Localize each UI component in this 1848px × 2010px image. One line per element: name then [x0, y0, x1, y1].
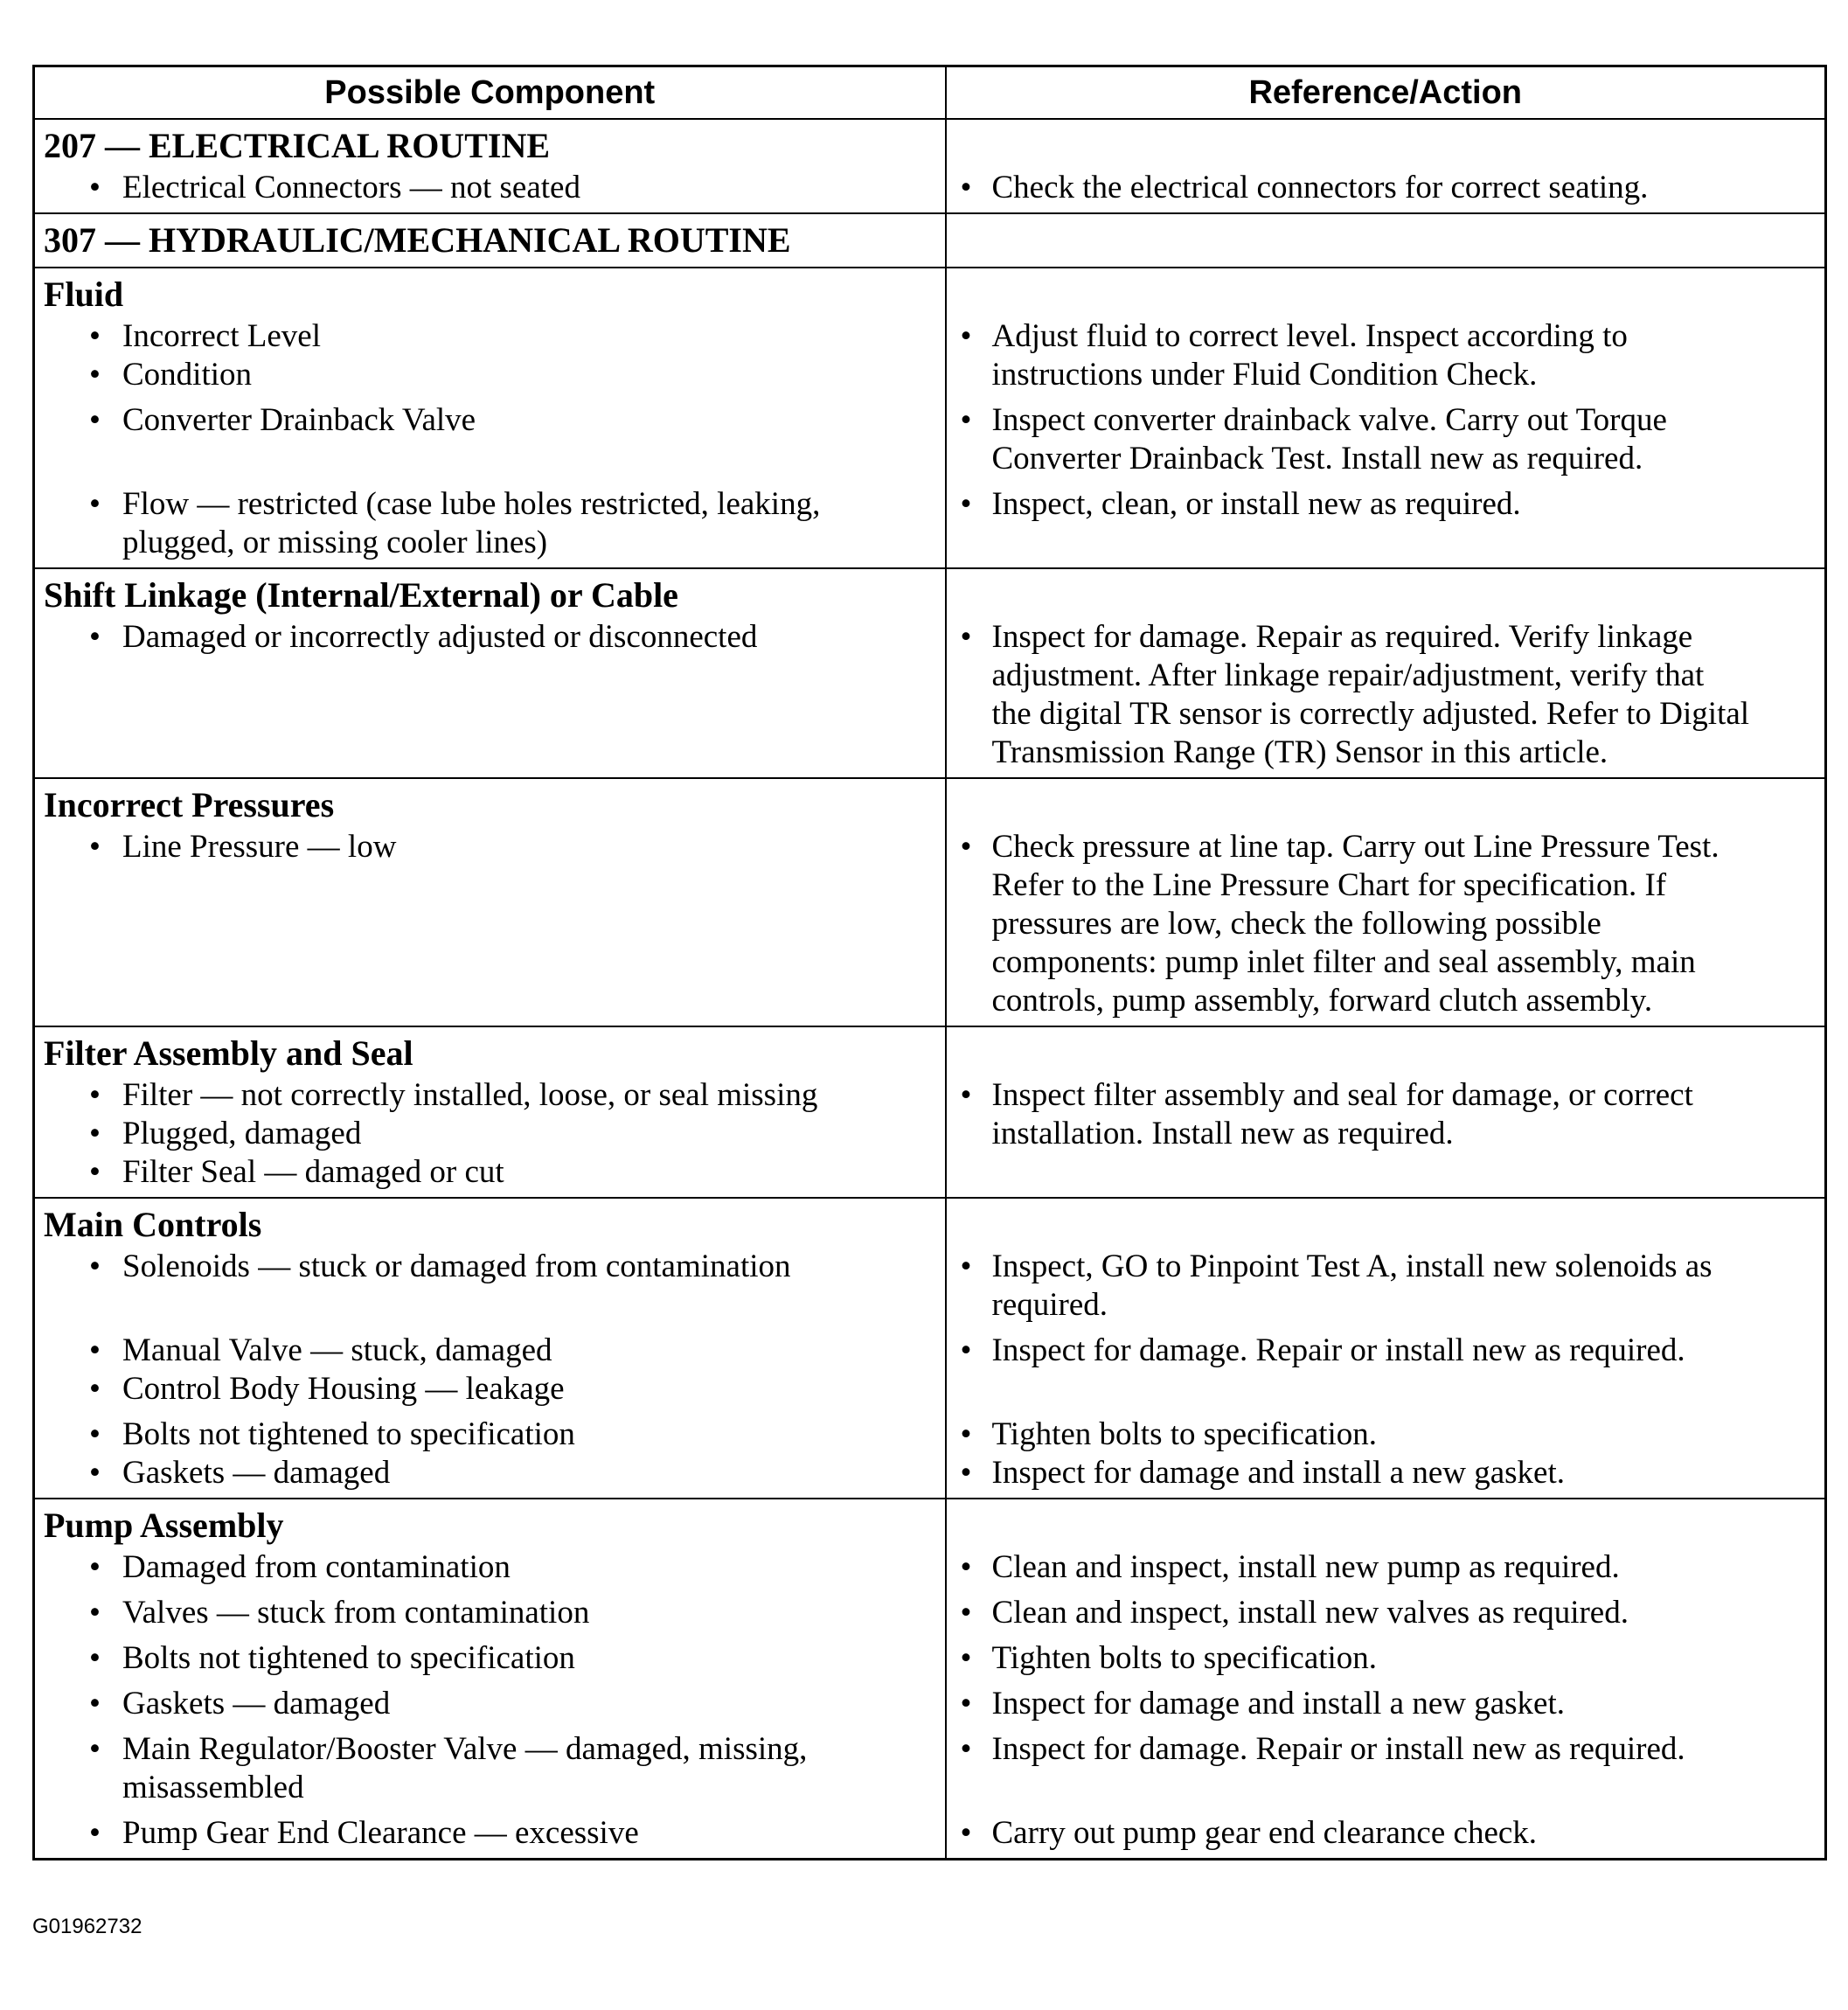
component-cell [34, 1026, 946, 1198]
table-row [34, 213, 1826, 268]
list-item: • Carry out pump gear end clearance check. [960, 1815, 1538, 1851]
list-item: • Check the electrical connectors for correct seating. [960, 170, 1649, 205]
list-item: • Inspect filter assembly and seal for damage, or correct installation. Install new as required. [960, 1077, 1693, 1151]
list-item: • Manual Valve — stuck, damaged [89, 1332, 552, 1368]
section-title: Fluid [44, 275, 124, 314]
list-item: • Incorrect Level [89, 318, 321, 354]
table-row [34, 268, 1826, 568]
list-item: • Check pressure at line tap. Carry out Line Pressure Test. Refer to the Line Pressure Chart for specification. If pressures are low, check the following possible components: pump inlet filter and seal assembly, main controls, pump assembly, forward clutch assembly. [960, 829, 1719, 1019]
list-item: • Inspect for damage. Repair or install new as required. [960, 1731, 1685, 1767]
diagnosis-table [32, 65, 1827, 1860]
component-cell [34, 268, 946, 568]
list-item: • Converter Drainback Valve [89, 402, 476, 438]
bullet: • [89, 170, 101, 205]
list-item: • Solenoids — stuck or damaged from contamination [89, 1248, 791, 1284]
table-row [34, 568, 1826, 778]
list-item: • Bolts not tightened to specification [89, 1640, 575, 1676]
table-row [34, 778, 1826, 1026]
column-header-component: Possible Component [34, 66, 946, 120]
list-item: • Clean and inspect, install new pump as required. [960, 1549, 1620, 1585]
component-cell [34, 1198, 946, 1499]
list-item: • Gaskets — damaged [89, 1686, 391, 1721]
list-item: • Line Pressure — low [89, 829, 397, 865]
list-item: • Adjust fluid to correct level. Inspect according to instructions under Fluid Condition Check. [960, 318, 1628, 393]
section-title: Shift Linkage (Internal/External) or Cable [44, 575, 678, 615]
section-title: Main Controls [44, 1205, 262, 1244]
list-item: • Inspect converter drainback valve. Carry out Torque Converter Drainback Test. Install new as required. [960, 402, 1667, 476]
routine-title: 307 — HYDRAULIC/MECHANICAL ROUTINE [44, 220, 791, 260]
component-cell [34, 1499, 946, 1860]
action-cell [946, 778, 1826, 1026]
list-item: • Pump Gear End Clearance — excessive [89, 1815, 639, 1851]
action-cell [946, 119, 1826, 213]
action-cell [946, 1499, 1826, 1860]
component-cell [34, 119, 946, 213]
component-cell [34, 568, 946, 778]
component-cell [34, 778, 946, 1026]
action-cell [946, 1026, 1826, 1198]
list-item: • Inspect, GO to Pinpoint Test A, install new solenoids as required. [960, 1248, 1713, 1323]
list-item: • Inspect for damage and install a new gasket. [960, 1455, 1565, 1491]
list-item: • Electrical Connectors — not seated [89, 170, 580, 205]
action-cell [946, 213, 1826, 268]
list-item: • Damaged or incorrectly adjusted or disconnected [89, 619, 758, 655]
table-row [34, 119, 1826, 213]
list-item: • Control Body Housing — leakage [89, 1371, 565, 1407]
list-item: • Inspect for damage and install a new gasket. [960, 1686, 1565, 1721]
list-item: • Valves — stuck from contamination [89, 1595, 590, 1631]
table-row [34, 1198, 1826, 1499]
list-item: • Filter — not correctly installed, loose, or seal missing [89, 1077, 818, 1113]
list-item: • Inspect for damage. Repair as required. Verify linkage adjustment. After linkage repair/adjustment, verify that the digital TR sensor is correctly adjusted. Refer to Digital Transmission Range (TR) Sensor in this article. [960, 619, 1750, 770]
list-item: • Filter Seal — damaged or cut [89, 1154, 504, 1190]
section-title: Pump Assembly [44, 1506, 284, 1545]
list-item: • Main Regulator/Booster Valve — damaged, missing, misassembled [89, 1731, 808, 1805]
table-header-row [34, 66, 1826, 120]
list-item: • Tighten bolts to specification. [960, 1416, 1378, 1452]
list-item: • Plugged, damaged [89, 1116, 362, 1151]
list-item: • Bolts not tightened to specification [89, 1416, 575, 1452]
list-item: • Inspect for damage. Repair or install new as required. [960, 1332, 1685, 1368]
action-cell [946, 1198, 1826, 1499]
section-title: Incorrect Pressures [44, 785, 335, 824]
column-header-action: Reference/Action [946, 66, 1826, 120]
routine-title: 207 — ELECTRICAL ROUTINE [44, 126, 551, 165]
component-cell [34, 213, 946, 268]
list-item: • Flow — restricted (case lube holes restricted, leaking, plugged, or missing cooler lines) [89, 486, 821, 560]
action-cell [946, 568, 1826, 778]
list-item: • Inspect, clean, or install new as required. [960, 486, 1521, 522]
list-item: • Clean and inspect, install new valves as required. [960, 1595, 1629, 1631]
list-item: • Gaskets — damaged [89, 1455, 391, 1491]
list-item: • Damaged from contamination [89, 1549, 511, 1585]
list-item: • Condition [89, 357, 253, 393]
table-row [34, 1499, 1826, 1860]
table-row [34, 1026, 1826, 1198]
list-item: • Tighten bolts to specification. [960, 1640, 1378, 1676]
figure-id: G01962732 [32, 1915, 142, 1938]
action-cell [946, 268, 1826, 568]
section-title: Filter Assembly and Seal [44, 1033, 413, 1073]
